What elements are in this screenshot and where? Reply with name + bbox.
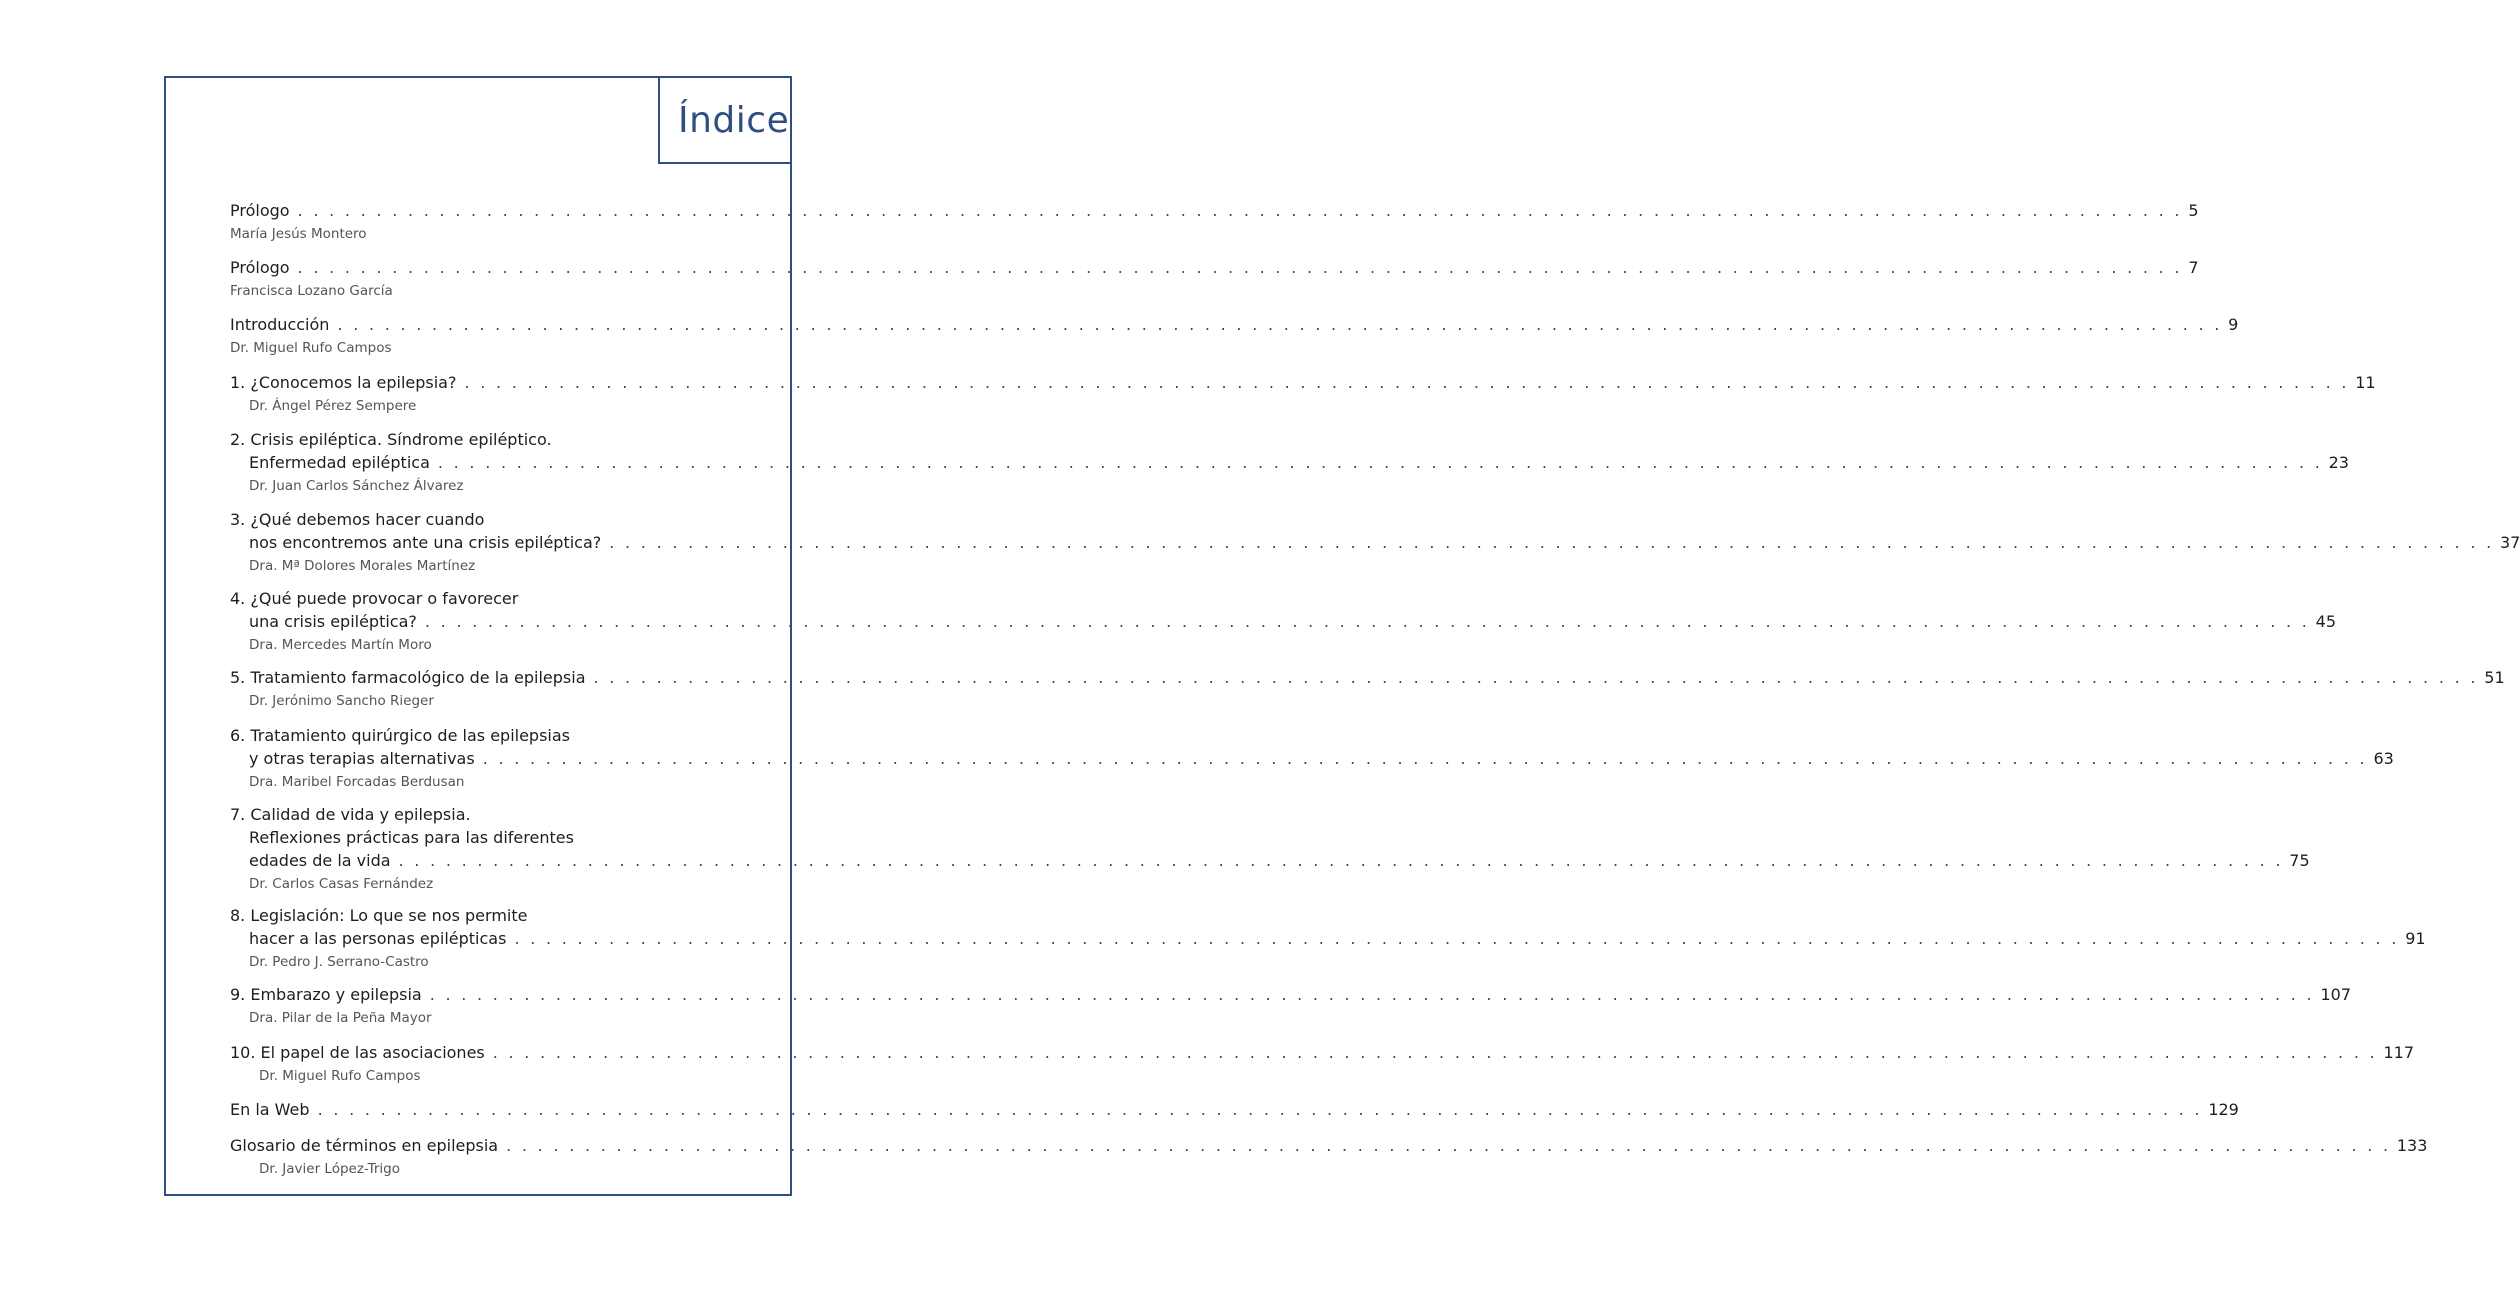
toc-entry[interactable] — [230, 510, 2520, 576]
dot-leader: . . . . . . . . . . . . . . . . . . . . . . . . . . . . . . . . . . . . . . . . . . . . . . . . . . . . . . . . . . . . . . . . . . . . . . . . . . . . . . . . . . . . . . . . . . . . . . . . . . . . . . . . . . . . . . . . . . . . . . . . — [297, 258, 2183, 277]
toc-entry-line — [230, 373, 2376, 396]
toc-page-number: 63 — [2373, 749, 2394, 768]
toc-author: Dra. Mercedes Martín Moro — [249, 637, 432, 653]
toc-entry-title: 6. Tratamiento quirúrgico de las epilepsias — [230, 726, 570, 745]
toc-page-number: 51 — [2484, 668, 2505, 687]
dot-leader: . . . . . . . . . . . . . . . . . . . . . . . . . . . . . . . . . . . . . . . . . . . . . . . . . . . . . . . . . . . . . . . . . . . . . . . . . . . . . . . . . . . . . . . . . . . . . . . . . . . . . . . . . . . . . . . . . . . . . . . . — [593, 668, 2479, 687]
toc-page-number: 23 — [2328, 453, 2349, 472]
toc-entry-line — [230, 533, 2520, 556]
toc-entry-title: una crisis epiléptica? — [249, 612, 417, 631]
toc-entry[interactable] — [230, 589, 2337, 655]
toc-entry-title: 9. Embarazo y epilepsia — [230, 985, 422, 1004]
toc-page-number: 107 — [2320, 985, 2351, 1004]
toc-entry-title: 7. Calidad de vida y epilepsia. — [230, 805, 471, 824]
toc-page-number: 91 — [2405, 929, 2426, 948]
toc-entry[interactable] — [230, 1100, 2239, 1123]
dot-leader: . . . . . . . . . . . . . . . . . . . . . . . . . . . . . . . . . . . . . . . . . . . . . . . . . . . . . . . . . . . . . . . . . . . . . . . . . . . . . . . . . . . . . . . . . . . . . . . . . . . . . . . . . . . . . . . . . . . . . . . . — [337, 315, 2223, 334]
toc-entry[interactable] — [230, 805, 2310, 894]
toc-entry-line — [230, 1043, 2415, 1066]
toc-page-number: 117 — [2383, 1043, 2415, 1062]
toc-page-number: 5 — [2188, 201, 2199, 220]
toc-entry-title: Reflexiones prácticas para las diferentes — [249, 828, 574, 847]
toc-page-number: 129 — [2208, 1100, 2239, 1119]
toc-entry-line — [230, 201, 2199, 224]
page-title: Índice — [678, 100, 790, 141]
dot-leader: . . . . . . . . . . . . . . . . . . . . . . . . . . . . . . . . . . . . . . . . . . . . . . . . . . . . . . . . . . . . . . . . . . . . . . . . . . . . . . . . . . . . . . . . . . . . . . . . . . . . . . . . . . . . . . . . . . . . . . . . — [492, 1043, 2378, 1062]
toc-entry-title: 8. Legislación: Lo que se nos permite — [230, 906, 528, 925]
dot-leader: . . . . . . . . . . . . . . . . . . . . . . . . . . . . . . . . . . . . . . . . . . . . . . . . . . . . . . . . . . . . . . . . . . . . . . . . . . . . . . . . . . . . . . . . . . . . . . . . . . . . . . . . . . . . . . . . . . . . . . . . — [398, 851, 2284, 870]
toc-entry-line — [230, 726, 720, 749]
toc-entry-title: 10. El papel de las asociaciones — [230, 1043, 485, 1062]
toc-entry-line — [230, 1100, 2239, 1123]
toc-entry[interactable] — [230, 373, 2376, 416]
dot-leader: . . . . . . . . . . . . . . . . . . . . . . . . . . . . . . . . . . . . . . . . . . . . . . . . . . . . . . . . . . . . . . . . . . . . . . . . . . . . . . . . . . . . . . . . . . . . . . . . . . . . . . . . . . . . . . . . . . . . . . . . — [506, 1136, 2391, 1155]
toc-entry-title: 1. ¿Conocemos la epilepsia? — [230, 373, 457, 392]
toc-page-number: 11 — [2355, 373, 2376, 392]
dot-leader: . . . . . . . . . . . . . . . . . . . . . . . . . . . . . . . . . . . . . . . . . . . . . . . . . . . . . . . . . . . . . . . . . . . . . . . . . . . . . . . . . . . . . . . . . . . . . . . . . . . . . . . . . . . . . . . . . . . . . . . . — [317, 1100, 2203, 1119]
dot-leader: . . . . . . . . . . . . . . . . . . . . . . . . . . . . . . . . . . . . . . . . . . . . . . . . . . . . . . . . . . . . . . . . . . . . . . . . . . . . . . . . . . . . . . . . . . . . . . . . . . . . . . . . . . . . . . . . . . . . . . . . — [424, 612, 2310, 631]
toc-author: María Jesús Montero — [230, 226, 367, 242]
toc-author: Dr. Jerónimo Sancho Rieger — [249, 693, 434, 709]
toc-entry-line — [230, 612, 2337, 635]
toc-entry-line — [230, 749, 2394, 772]
toc-entry-title: En la Web — [230, 1100, 310, 1119]
toc-entry-line — [230, 589, 720, 612]
toc-entry-line — [230, 805, 720, 828]
toc-author: Dra. Mª Dolores Morales Martínez — [249, 558, 476, 574]
toc-entry-line — [230, 510, 720, 533]
toc-page-number: 45 — [2315, 612, 2337, 631]
toc-author: Dr. Miguel Rufo Campos — [230, 340, 392, 356]
toc-author: Dr. Ángel Pérez Sempere — [249, 398, 417, 414]
toc-entry-title: Glosario de términos en epilepsia — [230, 1136, 499, 1155]
toc-entry-line — [230, 985, 2351, 1008]
toc-entry[interactable] — [230, 258, 2199, 301]
toc-entry[interactable] — [230, 906, 2426, 972]
toc-entry-title: edades de la vida — [249, 851, 391, 870]
toc-author: Dr. Pedro J. Serrano-Castro — [249, 954, 429, 970]
toc-author: Dra. Maribel Forcadas Berdusan — [249, 774, 465, 790]
toc-entry-title: Introducción — [230, 315, 330, 334]
toc-author: Dr. Carlos Casas Fernández — [249, 876, 434, 892]
toc-entry[interactable] — [230, 430, 2349, 496]
toc-entry-line — [230, 828, 720, 851]
toc-entry[interactable] — [230, 315, 2239, 358]
toc-entry-line — [230, 258, 2199, 281]
toc-entry-line — [230, 906, 720, 929]
toc-author: Dr. Miguel Rufo Campos — [259, 1068, 421, 1084]
toc-entry[interactable] — [230, 1136, 2428, 1179]
toc-entry-line — [230, 851, 2310, 874]
toc-entry-title: 4. ¿Qué puede provocar o favorecer — [230, 589, 519, 608]
toc-entry-title: y otras terapias alternativas — [249, 749, 475, 768]
toc-entry[interactable] — [230, 726, 2394, 792]
dot-leader: . . . . . . . . . . . . . . . . . . . . . . . . . . . . . . . . . . . . . . . . . . . . . . . . . . . . . . . . . . . . . . . . . . . . . . . . . . . . . . . . . . . . . . . . . . . . . . . . . . . . . . . . . . . . . . . . . . . . . . . . — [464, 373, 2350, 392]
toc-entry-line — [230, 1136, 2428, 1159]
dot-leader: . . . . . . . . . . . . . . . . . . . . . . . . . . . . . . . . . . . . . . . . . . . . . . . . . . . . . . . . . . . . . . . . . . . . . . . . . . . . . . . . . . . . . . . . . . . . . . . . . . . . . . . . . . . . . . . . . . . . . . . . — [437, 453, 2323, 472]
dot-leader: . . . . . . . . . . . . . . . . . . . . . . . . . . . . . . . . . . . . . . . . . . . . . . . . . . . . . . . . . . . . . . . . . . . . . . . . . . . . . . . . . . . . . . . . . . . . . . . . . . . . . . . . . . . . . . . . . . . . . . . . — [514, 929, 2400, 948]
toc-page-number: 7 — [2188, 258, 2199, 277]
toc-entry[interactable] — [230, 1043, 2415, 1086]
toc-entry-line — [230, 668, 2505, 691]
toc-entry-title: 5. Tratamiento farmacológico de la epilepsia — [230, 668, 586, 687]
toc-entry-line — [230, 929, 2426, 952]
toc-entry-line — [230, 315, 2239, 338]
toc-entry-title: hacer a las personas epilépticas — [249, 929, 507, 948]
toc-page-number: 9 — [2228, 315, 2239, 334]
toc-entry[interactable] — [230, 668, 2505, 711]
toc-entry-line — [230, 453, 2349, 476]
dot-leader: . . . . . . . . . . . . . . . . . . . . . . . . . . . . . . . . . . . . . . . . . . . . . . . . . . . . . . . . . . . . . . . . . . . . . . . . . . . . . . . . . . . . . . . . . . . . . . . . . . . . . . . . . . . . . . . . . . . . . . . . — [429, 985, 2315, 1004]
toc-entry-title: 3. ¿Qué debemos hacer cuando — [230, 510, 485, 529]
dot-leader: . . . . . . . . . . . . . . . . . . . . . . . . . . . . . . . . . . . . . . . . . . . . . . . . . . . . . . . . . . . . . . . . . . . . . . . . . . . . . . . . . . . . . . . . . . . . . . . . . . . . . . . . . . . . . . . . . . . . . . . . — [482, 749, 2368, 768]
toc-entry-title: nos encontremos ante una crisis epiléptica? — [249, 533, 602, 552]
toc-entry[interactable] — [230, 201, 2199, 244]
toc-author: Dr. Juan Carlos Sánchez Álvarez — [249, 478, 464, 494]
toc-entry-title: Prólogo — [230, 201, 290, 220]
toc-entry[interactable] — [230, 985, 2351, 1028]
toc-page-number: 75 — [2289, 851, 2310, 870]
toc-author: Francisca Lozano García — [230, 283, 393, 299]
toc-page-number: 133 — [2396, 1136, 2428, 1155]
toc-entry-title: Enfermedad epiléptica — [249, 453, 430, 472]
toc-page-number: 37 — [2500, 533, 2520, 552]
toc-entry-line — [230, 430, 720, 453]
dot-leader: . . . . . . . . . . . . . . . . . . . . . . . . . . . . . . . . . . . . . . . . . . . . . . . . . . . . . . . . . . . . . . . . . . . . . . . . . . . . . . . . . . . . . . . . . . . . . . . . . . . . . . . . . . . . . . . . . . . . . . . . — [609, 533, 2494, 552]
toc-author: Dra. Pilar de la Peña Mayor — [249, 1010, 432, 1026]
toc-entry-title: Prólogo — [230, 258, 290, 277]
dot-leader: . . . . . . . . . . . . . . . . . . . . . . . . . . . . . . . . . . . . . . . . . . . . . . . . . . . . . . . . . . . . . . . . . . . . . . . . . . . . . . . . . . . . . . . . . . . . . . . . . . . . . . . . . . . . . . . . . . . . . . . . — [297, 201, 2183, 220]
toc-author: Dr. Javier López-Trigo — [259, 1161, 400, 1177]
toc-entry-title: 2. Crisis epiléptica. Síndrome epiléptico. — [230, 430, 552, 449]
